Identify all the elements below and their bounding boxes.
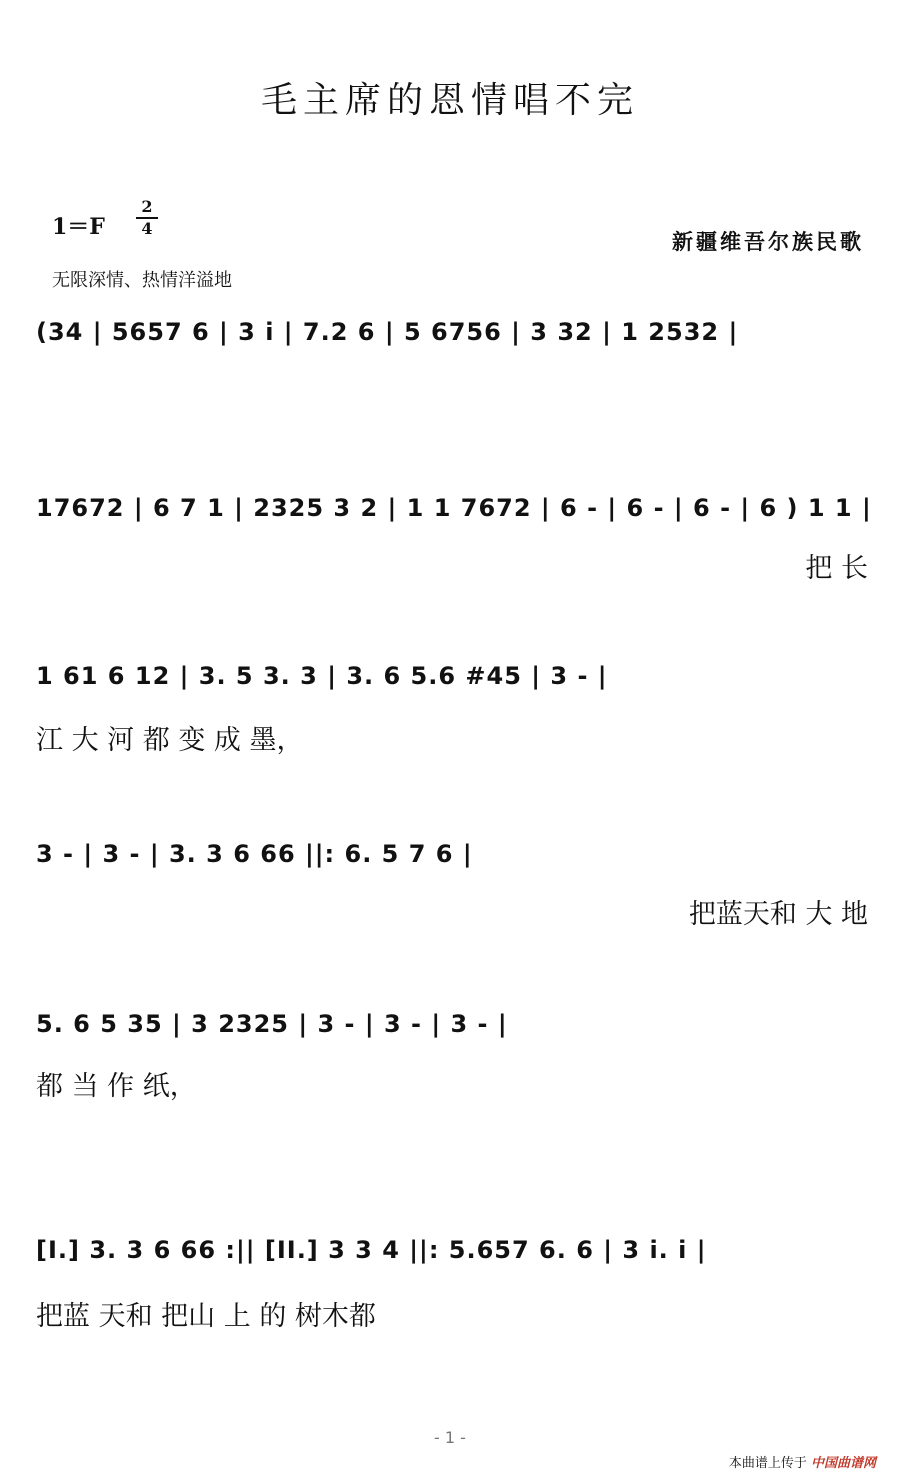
staff-2-notes: 17672 | 6 7 1 | 2325 3 2 | 1 1 7672 | 6 - | 6 - | 6 - | 6 ) 1 1 | (36, 494, 872, 522)
footer-text: 本曲谱上传于 (728, 1456, 807, 1471)
time-signature (136, 198, 158, 238)
key-signature: 1＝F (52, 214, 105, 240)
staff-4-lyrics: 把蓝天和 大 地 (688, 899, 868, 930)
meter-bottom: 4 (141, 219, 153, 238)
staff-5-notes: 5. 6 5 35 | 3 2325 | 3 - | 3 - | 3 - | (36, 1010, 508, 1038)
meter-top: 2 (141, 197, 153, 216)
footer-credit (729, 1452, 876, 1471)
staff-4-notes: 3 - | 3 - | 3. 3 6 66 ||: 6. 5 7 6 | (36, 840, 473, 868)
staff-3-lyrics: 江 大 河 都 变 成 墨， (36, 725, 304, 756)
staff-1-notes: (34 | 5657 6 | 3 i | 7.2 6 | 5 6756 | 3 32 | 1 2532 | (36, 318, 739, 346)
staff-6-notes: [I.] 3. 3 6 66 :|| [II.] 3 3 4 ||: 5.657 6. 6 | 3 i. i | (36, 1236, 707, 1264)
staff-6-lyrics: 把蓝 天和 把山 上 的 树木都 (36, 1301, 376, 1332)
staff-1-lyrics (36, 372, 868, 412)
song-origin: 新疆维吾尔族民歌 (672, 229, 864, 254)
song-title: 毛主席的恩情唱不完 (260, 80, 639, 121)
tempo-marking: 无限深情、热情洋溢地 (52, 270, 232, 291)
staff-3-notes: 1 61 6 12 | 3. 5 3. 3 | 3. 6 5.6 #45 | 3 - | (36, 662, 608, 690)
footer-site-logo: 中国曲谱网 (810, 1456, 876, 1471)
page-number: - 1 - (434, 1428, 466, 1447)
staff-2-lyrics: 把 长 (805, 553, 868, 584)
staff-5-lyrics: 都 当 作 纸， (36, 1071, 197, 1102)
